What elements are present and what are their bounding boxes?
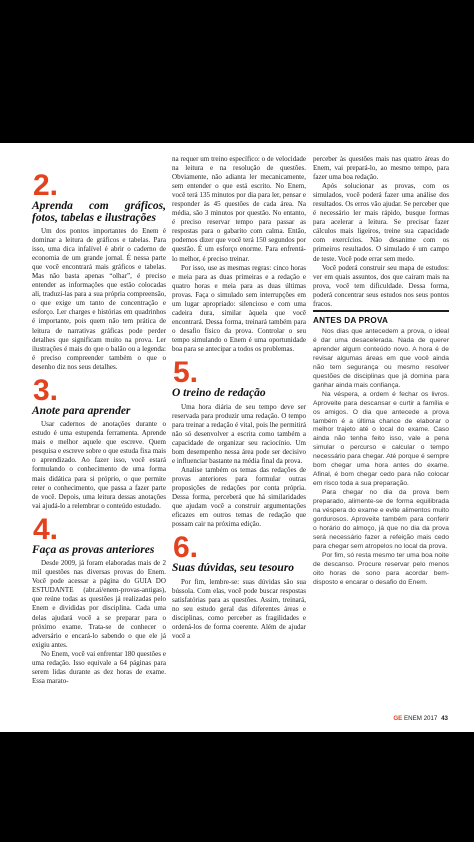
section-heading-4: Faça as provas anteriores: [32, 543, 155, 556]
edition-label: ENEM 2017: [404, 715, 438, 722]
section-5-paragraph: Analise também os temas das redações de provas anteriores para formular outras proposições de redações por conta própria. Dessa forma, perceberá que há similaridades que ajudam você a construir argumentações eficazes em outros temas de redação que possam cair na próxima edição.: [172, 465, 306, 529]
bottom-black-bar: [0, 732, 474, 842]
section-4-paragraph: No Enem, você vai enfrentar 180 questões e uma redação. Isso equivale a 64 páginas para serem lidas durante as dez horas de exame. Essa marato-: [32, 649, 166, 685]
page-number: 43: [441, 715, 448, 722]
column-left: [32, 155, 166, 686]
continued-paragraph: Você poderá construir seu mapa de estudos: ver em quais assuntos, dos que cairam mais na prova, você tem dificuldade. Dessa forma, poderá concentrar seus estudos nos seus pontos fracos.: [313, 263, 449, 308]
magazine-page: [0, 143, 474, 732]
top-black-bar: [0, 0, 474, 143]
continued-paragraph: Após solucionar as provas, com os simulados, você poderá fazer uma análise dos resultados. Os erros vão ajudar. Se perceber que é necessário ler mais rápido, busque formas para acelerar a leitura. Se precisar fazer cálculos mais ligeiros, treine sua capacidade com exercícios. Não desanime com os primeiros resultados. O simulado é um campo de teste. Você pode errar sem medo.: [313, 182, 449, 263]
section-number-5: 5.: [173, 356, 199, 390]
section-number-3: 3.: [33, 373, 59, 407]
section-heading-3: Anote para aprender: [32, 404, 131, 417]
section-2-paragraph: Um dos pontos importantes do Enem é dominar a leitura de gráficos e tabelas. Para isso, uma dica infalível é abrir o caderno de economia de um grande jornal. É nessa parte que você encontrará mais gráficos e tabelas. Mas não basta apenas “olhar”, é preciso entender as informações que estão colocadas ali, traduzi-las para a sua própria compreensão, o que exige um tanto de concentração e esforço. Ler charges e histórias em quadrinhos é importante, pois quem não tem prática de leitura de narrativas gráficas pode perder detalhes que significam muito na prova. Ler ilustrações é mais do que o balão ou a legenda: é preciso compreender também o que o desenho diz nos seus detalhes.: [32, 227, 166, 371]
page-footer: [393, 715, 448, 722]
continued-paragraph: na requer um treino específico: o de velocidade na leitura e na resolução de questões. Obviamente, não adianta ler mecanicamente, sem entender o que está escrito. No Enem, você terá 135 minutos por dia para ler, pensar e responder às 45 questões de cada área. Na média, são 3 minutos por questão. No entanto, é preciso reservar tempo para passar as respostas para o gabarito com calma. Então, podemos dizer que você terá 150 segundos por questão. É um esforço enorme. Para enfrentá-lo melhor, é preciso treinar.: [172, 155, 306, 263]
sidebar-box-paragraph: Por fim, só resta mesmo ter uma boa noite de descanso. Procure reservar pelo menos oito horas de sono para acordar bem-disposto e encarar o desafio do Enem.: [313, 551, 449, 586]
section-heading-2: Aprenda com gráficos, fotos, tabelas e ilustrações: [32, 200, 166, 224]
column-middle: [172, 155, 306, 641]
continued-paragraph: Por isso, use as mesmas regras: cinco horas e meia para as duas primeiras e a redação e quatro horas e meia para as duas últimas provas. Faça o simulado sem interrupções em um lugar apropriado: silencioso e com uma cadeira dura, similar àquela que você encontrará. Dessa forma, treinará também para o desafio físico da prova. Controlar o seu tempo simulando o Enem é uma oportunidade boa para se antecipar a todos os problemas.: [172, 263, 306, 353]
section-number-6: 6.: [173, 531, 199, 565]
sidebar-box-antes-da-prova: [313, 310, 449, 588]
section-5-paragraph: Uma hora diária de seu tempo deve ser reservada para produzir uma redação. O tempo para treinar a redação é vital, pois lhe permitirá não só desenvolver a escrita como também a capacidade de organizar seu raciocínio. Um bom desempenho nessa área pode ser decisivo e influenciar bastante na média final da prova.: [172, 402, 306, 465]
brand-logo: GE: [393, 715, 403, 722]
sidebar-box-paragraph: Nos dias que antecedem a prova, o ideal é dar uma desacelerada. Nada de querer aprender algum conteúdo novo. A hora é de revisar algumas áreas em que você ainda não tem segurança ou mesmo resolver questões de disciplinas que já domina para ganhar ainda mais confiança.: [313, 328, 449, 389]
section-heading-6: Suas dúvidas, seu tesouro: [172, 562, 295, 575]
continued-paragraph: perceber às questões mais nas quatro áreas do Enem, vai prepará-lo, ao mesmo tempo, para fazer uma boa redação.: [313, 155, 449, 182]
sidebar-box-paragraph: Na véspera, a ordem é fechar os livros. Aproveite para descansar e curtir a família e os amigos. O dia que antecede a prova também é a última chance de elaborar o melhor trajeto até o local do exame. Caso ainda não tenha feito isso, vale a pena simular o percurso e calcular o tempo necessário para chegar. Até porque é sempre bom chegar uma hora antes do exame. Afinal, é bom chegar cedo para não colocar em risco toda a sua preparação.: [313, 390, 449, 488]
sidebar-box-paragraph: Para chegar no dia da prova bem preparado, alimente-se de forma equilibrada na véspera do exame e evite alimentos muito gordurosos. Aproveite também para conferir o horário do almoço, já que no dia da prova será necessário fazer a refeição mais cedo para chegar sem atropelos no local da prova.: [313, 489, 449, 550]
section-4-paragraph: Desde 2009, já foram elaboradas mais de 2 mil questões nas diversas provas do Enem. Você pode acessar a página do GUIA DO ESTUDANTE (abr.ai/enem-provas-antigas), que reúne todas as questões já realizadas pelo Enem e divididas por disciplina. Cada uma delas ajudará você a se preparar para o próximo exame. Trata-se de conhecer o adversário e encará-lo sabendo o que ele já exigiu antes.: [32, 559, 166, 649]
section-3-paragraph: Usar cadernos de anotações durante o estudo é uma estupenda ferramenta. Aprende mais e melhor aquele que escreve. Quem pesquisa e escreve sobre o que estuda fixa mais o aprendizado. Ao fazer isso, você estará formulando o conhecimento de uma forma mais didática para si próprio, o que permite reter o conhecimento, que passa a fazer parte de você. Depois, uma leitura dessas anotações vai ajudá-lo a relembrar o conteúdo estudado.: [32, 420, 166, 510]
column-right: [313, 155, 449, 309]
section-number-2: 2.: [33, 169, 59, 202]
section-6-paragraph: Por fim, lembre-se: suas dúvidas são sua bússola. Com elas, você pode buscar respostas satisfatórias para as questões. Assim, treinará, no seu estudo geral das diferentes áreas e disciplinas, como perceber as fragilidades e ordená-los de forma coerente. Além de ajudar você a: [172, 577, 306, 640]
sidebar-box-title: ANTES DA PROVA: [313, 316, 389, 325]
section-heading-5: O treino de redação: [172, 387, 266, 400]
section-number-4: 4.: [33, 512, 59, 546]
